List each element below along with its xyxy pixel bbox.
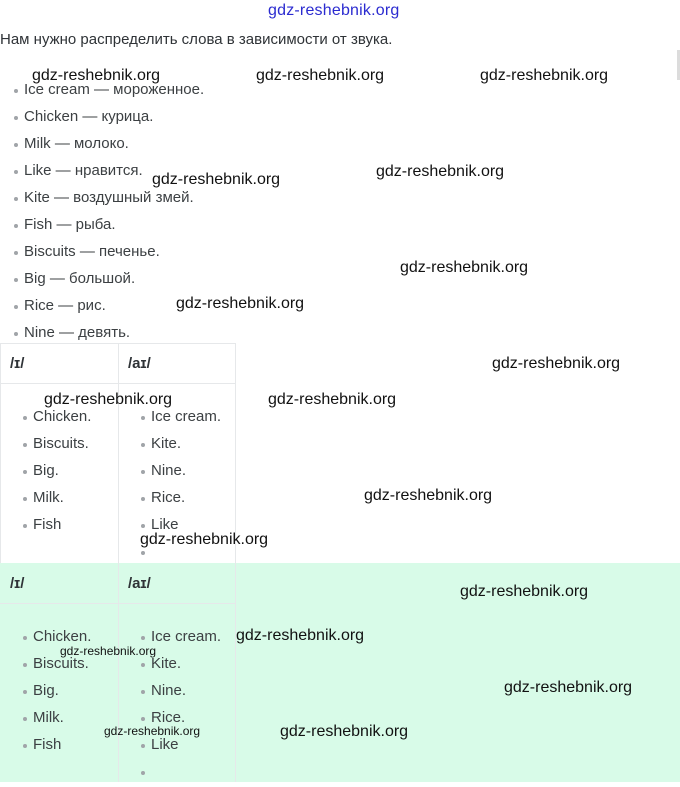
watermark: gdz-reshebnik.org xyxy=(176,295,305,312)
list-item: Milk. xyxy=(23,486,91,513)
list-item: Rice — рис. xyxy=(14,294,204,321)
list-item: Chicken. xyxy=(23,405,91,432)
list-item: Biscuits. xyxy=(23,652,91,679)
list-item: Nine — девять. xyxy=(14,321,204,348)
intro-text: Нам нужно распределить слова в зависимости от звука. xyxy=(0,31,393,48)
list-item: Kite. xyxy=(141,652,221,679)
sound-table-2 xyxy=(0,563,236,782)
short-i-word-list xyxy=(23,405,91,540)
list-item: Like xyxy=(141,513,221,540)
watermark: gdz-reshebnik.org xyxy=(140,531,269,548)
watermark: gdz-reshebnik.org xyxy=(376,163,505,180)
list-item: Ice cream. xyxy=(141,625,221,652)
watermark: gdz-reshebnik.org xyxy=(44,391,173,408)
list-item: Kite. xyxy=(141,432,221,459)
list-item: Like xyxy=(141,733,221,760)
list-item: Ice cream. xyxy=(141,405,221,432)
list-item: Milk. xyxy=(23,706,91,733)
list-item: Fish xyxy=(23,513,91,540)
list-item: Chicken — курица. xyxy=(14,105,204,132)
list-item: Rice. xyxy=(141,486,221,513)
sound-table-1 xyxy=(0,343,236,563)
column-header-ai: /aɪ/ xyxy=(128,355,151,372)
list-item: Fish xyxy=(23,733,91,760)
list-item: Chicken. xyxy=(23,625,91,652)
watermark: gdz-reshebnik.org xyxy=(492,355,621,372)
watermark: gdz-reshebnik.org xyxy=(504,679,633,696)
list-item: Nine. xyxy=(141,459,221,486)
list-item: Kite — воздушный змей. xyxy=(14,186,204,213)
watermark: gdz-reshebnik.org xyxy=(236,627,365,644)
watermark: gdz-reshebnik.org xyxy=(364,487,493,504)
list-item: Fish — рыба. xyxy=(14,213,204,240)
watermark: gdz-reshebnik.org xyxy=(256,67,385,84)
list-item: Milk — молоко. xyxy=(14,132,204,159)
watermark: gdz-reshebnik.org xyxy=(268,391,397,408)
list-item xyxy=(141,760,221,787)
column-header-short-i: /ɪ/ xyxy=(10,355,25,372)
watermark: gdz-reshebnik.org xyxy=(104,724,201,738)
list-item: Biscuits. xyxy=(23,432,91,459)
site-link[interactable]: gdz-reshebnik.org xyxy=(268,2,400,19)
watermark: gdz-reshebnik.org xyxy=(60,644,157,658)
column-header-short-i: /ɪ/ xyxy=(10,575,25,592)
watermark: gdz-reshebnik.org xyxy=(400,259,529,276)
watermark: gdz-reshebnik.org xyxy=(480,67,609,84)
list-item: Rice. xyxy=(141,706,221,733)
watermark: gdz-reshebnik.org xyxy=(152,171,281,188)
list-item: Like — нравится. xyxy=(14,159,204,186)
watermark: gdz-reshebnik.org xyxy=(460,583,589,600)
watermark: gdz-reshebnik.org xyxy=(280,723,409,740)
list-item: Ice cream — мороженное. xyxy=(14,78,204,105)
list-item: Big. xyxy=(23,679,91,706)
watermark: gdz-reshebnik.org xyxy=(32,67,161,84)
column-header-ai: /aɪ/ xyxy=(128,575,151,592)
list-item: Big — большой. xyxy=(14,267,204,294)
list-item: Biscuits — печенье. xyxy=(14,240,204,267)
list-item: Big. xyxy=(23,459,91,486)
list-item: Nine. xyxy=(141,679,221,706)
